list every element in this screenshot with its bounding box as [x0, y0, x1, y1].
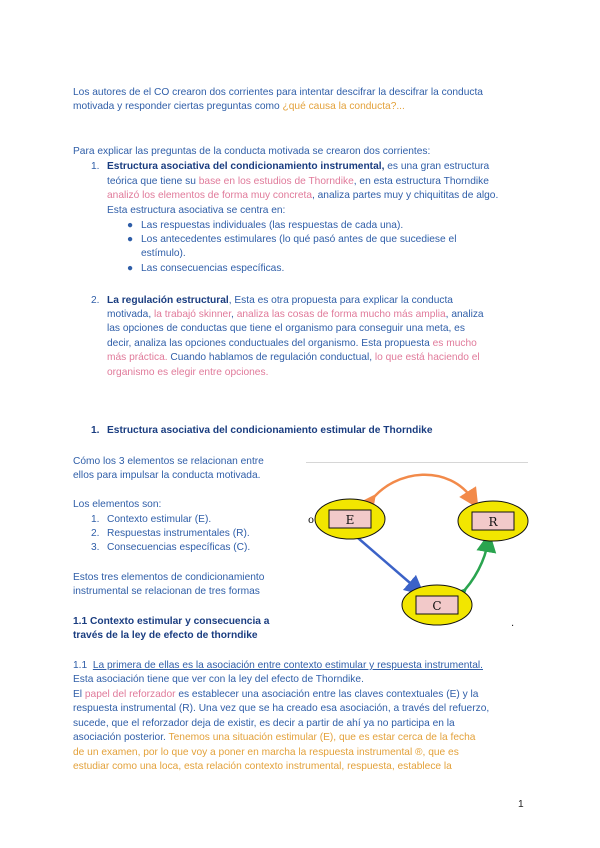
text-span: Cuando hablamos de regulación conductual,	[167, 352, 375, 363]
list1-item2-line5	[107, 351, 480, 365]
node-c-label: C	[432, 599, 442, 613]
bullet-text: Los antecedentes estimulares (lo qué pasó antes de que sucediese el	[141, 234, 457, 245]
list1-item1-line2	[107, 175, 489, 189]
intro-question: ¿qué causa la conducta?...	[282, 101, 405, 112]
list1-item2-line6: organismo es elegir entre opciones.	[107, 367, 269, 378]
example-text: Tenemos una situación estimular (E), que es estar cerca de la fecha	[168, 732, 476, 743]
element-text: Consecuencias específicas (C).	[107, 542, 251, 553]
list1-item2-line3: las opciones de conductas que tiene el organismo para conseguir una meta, es	[107, 323, 465, 334]
diagram-top-rule	[306, 462, 528, 463]
section11-line-2: Esta asociación tiene que ver con la ley del efecto de Thorndike.	[73, 674, 364, 685]
section1-line-3: Los elementos son:	[73, 499, 162, 510]
intro-line-2	[73, 100, 405, 114]
intro-paragraph-2: Para explicar las preguntas de la conducta motivada se crearon dos corrientes:	[73, 146, 431, 157]
element-text: Respuestas instrumentales (R).	[107, 528, 250, 539]
node-r-label: R	[488, 515, 498, 529]
section-heading-text: Estructura asociativa del condicionamiento estimular de Thorndike	[107, 425, 433, 436]
bullet-icon: ●	[127, 234, 134, 245]
text-span: El	[73, 689, 85, 700]
text-span: teórica que tiene su	[107, 176, 199, 187]
highlight-mucho: es mucho	[432, 338, 477, 349]
list1-item1-line4: Esta estructura asociativa se centra en:	[107, 205, 286, 216]
item-number: 2.	[91, 528, 100, 539]
element-item	[91, 527, 250, 541]
text-span: , en esta estructura Thorndike	[353, 176, 489, 187]
text-span: es establecer una asociación entre las claves contextuales (E) y la	[175, 689, 479, 700]
text-span: , analiza	[445, 309, 484, 320]
text-span: decir, analiza las opciones conductuales del organismo. Esta propuesta	[107, 338, 433, 349]
highlight-thorndike: base en los estudios de Thorndike	[198, 176, 354, 187]
highlight-organismo: lo que está haciendo el	[374, 352, 480, 363]
concept-diagram	[300, 470, 535, 640]
bullet-text: Las respuestas individuales (las respuestas de cada una).	[141, 220, 404, 231]
page-number: 1	[518, 799, 524, 810]
list-number-1: 1.	[91, 161, 100, 172]
text-span: , analiza partes muy y chiquititas de algo.	[311, 190, 499, 201]
underlined-statement: La primera de ellas es la asociación entre contexto estimular y respuesta instrumental.	[92, 660, 483, 671]
bullet-text: Las consecuencias específicas.	[141, 263, 285, 274]
text-span: motivada,	[107, 309, 154, 320]
highlight-reforzador: papel del reforzador	[84, 689, 176, 700]
element-item	[91, 541, 250, 555]
subsection-number: 1.1	[73, 660, 88, 671]
arc-arrow-e-r	[370, 475, 473, 502]
list1-item2-title: La regulación estructural	[107, 295, 229, 306]
section11-line-6	[73, 731, 475, 745]
arrow-e-to-c	[358, 538, 417, 589]
section1-line-2: ellos para impulsar la conducta motivada.	[73, 470, 261, 481]
list1-item1-line3	[107, 189, 498, 203]
highlight-concreta: analizó los elementos de forma muy concreta	[107, 190, 312, 201]
list-number-2: 2.	[91, 295, 100, 306]
item-number: 3.	[91, 542, 100, 553]
section11-line-1	[73, 659, 483, 673]
list1-item2-line1	[91, 294, 453, 308]
bullet-continuation: estímulo).	[141, 248, 186, 259]
subheading-line-2: través de la ley de efecto de thorndike	[73, 630, 258, 641]
highlight-amplia: analiza las cosas de forma mucho más amplia	[236, 309, 446, 320]
list1-item1-line1	[91, 160, 489, 174]
element-text: Contexto estimular (E).	[107, 514, 212, 525]
list1-item2-line4	[107, 337, 477, 351]
list1-item2-line2	[107, 308, 484, 322]
bullet-item	[127, 233, 527, 247]
section1-line-5: instrumental se relacionan de tres formas	[73, 586, 260, 597]
list1-item1-title: Estructura asociativa del condicionamiento instrumental,	[107, 161, 385, 172]
diagram-mark-dot: .	[511, 618, 515, 629]
text-span: , Esta es otra propuesta para explicar la conducta	[228, 295, 453, 306]
section11-line-4: respuesta instrumental (R). Una vez que se ha creado esa asociación, a través del refuerzo,	[73, 703, 490, 714]
node-e-label: E	[345, 513, 355, 527]
element-item	[91, 513, 211, 527]
highlight-skinner: la trabajó skinner	[154, 309, 232, 320]
highlight-practica: más práctica.	[107, 352, 168, 363]
intro-line-1: Los autores de el CO crearon dos corrientes para intentar descifrar la descifrar la conducta	[73, 87, 483, 98]
section1-line-4: Estos tres elementos de condicionamiento	[73, 572, 265, 583]
section11-line-3	[73, 688, 478, 702]
section1-line-1: Cómo los 3 elementos se relacionan entre	[73, 456, 264, 467]
text-span: ,	[231, 309, 237, 320]
bullet-icon: ●	[127, 220, 134, 231]
section11-line-7: de un examen, por lo que voy a poner en marcha la respuesta instrumental ®, que es	[73, 747, 459, 758]
section11-line-5: sucede, que el reforzador deja de existir, es decir a partir de ahí ya no participa en la	[73, 718, 455, 729]
intro-line-2-text: motivada y responder ciertas preguntas como	[73, 101, 283, 112]
text-span: asociación posterior.	[73, 732, 169, 743]
diagram-mark-o: o	[308, 515, 315, 526]
section-heading	[91, 424, 433, 438]
section11-line-8: estudiar como una loca, esta relación contexto instrumental, respuesta, establece la	[73, 761, 452, 772]
bullet-item	[127, 219, 403, 233]
section-number: 1.	[91, 425, 100, 436]
item-number: 1.	[91, 514, 100, 525]
subheading-line-1: 1.1 Contexto estimular y consecuencia a	[73, 616, 270, 627]
bullet-item	[127, 262, 284, 276]
arrow-c-to-r	[460, 542, 488, 595]
bullet-icon: ●	[127, 263, 134, 274]
list1-item1-rest: es una gran estructura	[384, 161, 490, 172]
